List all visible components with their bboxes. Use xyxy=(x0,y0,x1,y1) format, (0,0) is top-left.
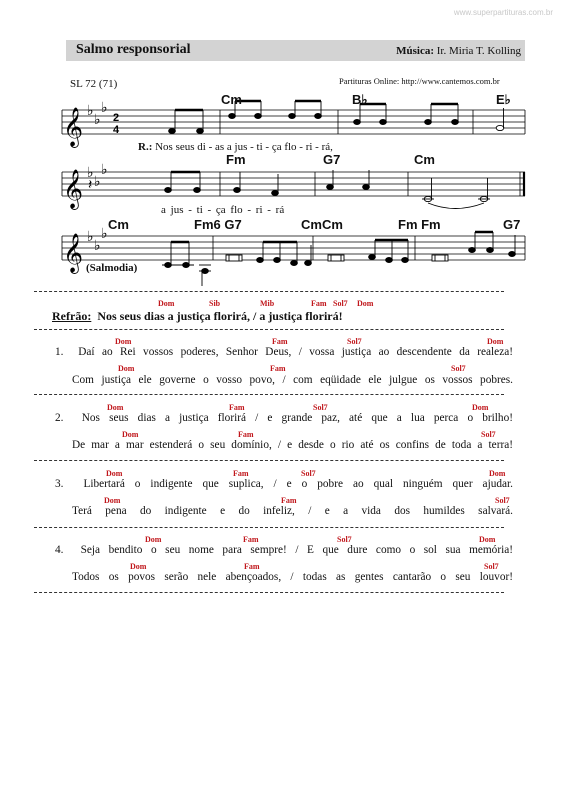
svg-text:♭: ♭ xyxy=(94,112,101,128)
music-label: Música: xyxy=(396,45,435,57)
notes-staff-1 xyxy=(169,101,504,134)
chord-label: Fam xyxy=(270,364,286,373)
page-title: Salmo responsorial xyxy=(76,42,191,57)
chord-label: Sol7 xyxy=(347,337,362,346)
refrain-marker: R.: xyxy=(138,141,153,153)
refrain-text: Nos seus dias a justiça florirá, / a justiça florirá! xyxy=(97,309,343,323)
treble-clef-icon: 𝄞 xyxy=(63,169,84,209)
chord-label: Fam xyxy=(244,562,260,571)
svg-text:♭: ♭ xyxy=(101,162,108,178)
svg-text:♭: ♭ xyxy=(87,103,94,119)
chord-label: Dom xyxy=(130,562,147,571)
verse-4-line-2: Todos os povos serão nele abençoados, / todas as gentes cantarão o seu louvor! xyxy=(72,571,513,583)
chord-label: Fam xyxy=(243,535,259,544)
chord-label: Sol7 xyxy=(451,364,466,373)
verse-3-line-1: 3. Libertará o indigente que suplica, / e o pobre ao qual ninguém quer ajudar. xyxy=(55,478,513,490)
verse-2-line-2: De mar a mar estenderá o seu domínio, / e desde o rio até os confins de toda a terra! xyxy=(72,439,513,451)
chord-label: Dom xyxy=(145,535,162,544)
score-chord: Fm xyxy=(226,152,246,167)
refrain xyxy=(52,309,343,324)
score-chord: B♭ xyxy=(352,92,368,107)
staff-2 xyxy=(62,172,525,196)
chord-label: Fam xyxy=(311,299,327,308)
chord-label: Mib xyxy=(260,299,275,308)
chord-label: Dom xyxy=(115,337,132,346)
score-chord: G7 xyxy=(503,217,521,232)
score-chord: Cm xyxy=(108,217,129,232)
chord-label: Sol7 xyxy=(333,299,348,308)
chord-label: Dom xyxy=(357,299,374,308)
chord-label: Dom xyxy=(489,469,506,478)
verse-3-line-2: Terá pena do indigente e do infeliz, / e a vida dos humildes salvará. xyxy=(72,505,513,517)
divider xyxy=(34,394,504,395)
chord-label: Fam xyxy=(238,430,254,439)
chord-label: Sol7 xyxy=(481,430,496,439)
online-credit: Partituras Online: http://www.cantemos.com.br xyxy=(339,76,500,86)
svg-text:♭: ♭ xyxy=(94,174,101,190)
chord-label: Fam xyxy=(281,496,297,505)
chord-label: Dom xyxy=(472,403,489,412)
notes-staff-3 xyxy=(162,232,515,286)
chord-label: Dom xyxy=(118,364,135,373)
score-chord: Cm xyxy=(414,152,435,167)
divider xyxy=(34,592,504,593)
chord-label: Sol7 xyxy=(495,496,510,505)
chord-label: Sol7 xyxy=(301,469,316,478)
score-chord: CmCm xyxy=(301,217,343,232)
treble-clef-icon: 𝄞 xyxy=(63,107,84,147)
svg-text:𝄽: 𝄽 xyxy=(88,177,93,193)
score-chord: Fm6 G7 xyxy=(194,217,242,232)
salmodia-label: (Salmodia) xyxy=(86,262,138,274)
treble-clef-icon: 𝄞 xyxy=(63,233,84,273)
divider xyxy=(34,460,504,461)
chord-label: Sol7 xyxy=(484,562,499,571)
chord-label: Dom xyxy=(479,535,496,544)
chord-label: Fam xyxy=(233,469,249,478)
chord-label: Fam xyxy=(272,337,288,346)
svg-text:♭: ♭ xyxy=(94,238,101,254)
chord-label: Dom xyxy=(158,299,175,308)
watermark: www.superpartituras.com.br xyxy=(453,8,553,17)
divider xyxy=(34,527,504,528)
score-chord: Fm Fm xyxy=(398,217,441,232)
score-chord: Cm xyxy=(221,92,242,107)
svg-text:♭: ♭ xyxy=(101,100,108,116)
chord-label: Dom xyxy=(104,496,121,505)
svg-text:♭: ♭ xyxy=(101,226,108,242)
staff-3 xyxy=(62,236,525,260)
chord-label: Sol7 xyxy=(313,403,328,412)
chord-label: Sol7 xyxy=(337,535,352,544)
notes-staff-2 xyxy=(88,170,490,209)
svg-text:♭: ♭ xyxy=(87,165,94,181)
svg-text:4: 4 xyxy=(113,124,120,136)
verse-2-line-1: 2. Nos seus dias a justiça florirá / e grande paz, até que a lua perca o brilho! xyxy=(55,412,513,424)
lyric-line-2: a jus - ti - ça flo - ri - rá xyxy=(161,204,285,216)
psalm-reference: SL 72 (71) xyxy=(70,78,118,90)
chord-label: Dom xyxy=(122,430,139,439)
verse-1-line-2: Com justiça ele governe o vosso povo, / com eqüidade ele julgue os vossos pobres. xyxy=(72,374,513,386)
score-chord: G7 xyxy=(323,152,341,167)
divider xyxy=(34,291,504,292)
chord-label: Dom xyxy=(487,337,504,346)
chord-label: Fam xyxy=(229,403,245,412)
svg-text:♭: ♭ xyxy=(87,229,94,245)
lyric-text: Nos seus di - as a jus - ti - ça flo - ri - rá, xyxy=(155,141,333,153)
composer-name: Ir. Miria T. Kolling xyxy=(436,45,521,57)
chord-label: Sib xyxy=(209,299,221,308)
time-signature: 2 xyxy=(113,112,120,124)
score-chord: E♭ xyxy=(496,92,511,107)
chord-label: Dom xyxy=(106,469,123,478)
verse-1-line-1: 1. Daí ao Rei vossos poderes, Senhor Deus, / vossa justiça ao descendente da realeza! xyxy=(55,346,513,358)
verse-4-line-1: 4. Seja bendito o seu nome para sempre! / E que dure como o sol sua memória! xyxy=(55,544,513,556)
chord-label: Dom xyxy=(107,403,124,412)
divider xyxy=(34,329,504,330)
refrain-label: Refrão: xyxy=(52,309,92,323)
